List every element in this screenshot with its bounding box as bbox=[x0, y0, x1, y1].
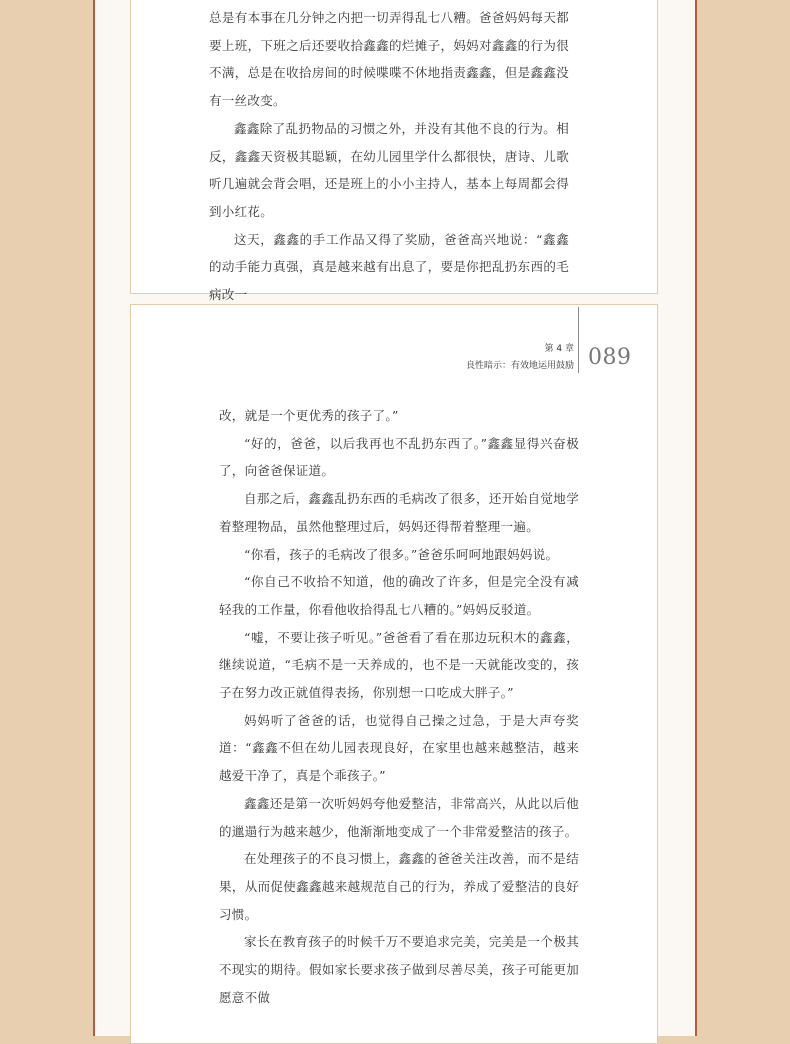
paragraph: 自那之后，鑫鑫乱扔东西的毛病改了很多，还开始自觉地学着整理物品，虽然他整理过后，妈妈还得帮着整理一遍。 bbox=[219, 491, 579, 534]
paragraph: 这天，鑫鑫的手工作品又得了奖励，爸爸高兴地说：“鑫鑫的动手能力真强，真是越来越有出息了，要是你把乱扔东西的毛病改一 bbox=[209, 231, 569, 303]
paragraph: 改，就是一个更优秀的孩子了。” bbox=[219, 408, 399, 423]
paragraph: 总是有本事在几分钟之内把一切弄得乱七八糟。爸爸妈妈每天都要上班，下班之后还要收拾鑫鑫的烂摊子，妈妈对鑫鑫的行为很不满，总是在收拾房间的时候喋喋不休地指责鑫鑫，但是鑫鑫没有一丝改变。 bbox=[209, 10, 569, 109]
running-header bbox=[466, 341, 574, 375]
paragraph: “你看，孩子的毛病改了很多。”爸爸乐呵呵地跟妈妈说。 bbox=[244, 546, 559, 562]
paragraph: “你自己不收拾不知道，他的确改了许多，但是完全没有减轻我的工作量，你看他收拾得乱七八糟的。”妈妈反驳道。 bbox=[219, 574, 579, 617]
chapter-number: 第 4 章 bbox=[544, 344, 574, 354]
paragraph: “好的，爸爸，以后我再也不乱扔东西了。”鑫鑫显得兴奋极了，向爸爸保证道。 bbox=[219, 435, 579, 479]
paragraph: 鑫鑫除了乱扔物品的习惯之外，并没有其他不良的行为。相反，鑫鑫天资极其聪颖，在幼儿园里学什么都很快，唐诗、儿歌听几遍就会背会唱，还是班上的小小主持人，基本上每周都会得到小红花。 bbox=[209, 120, 569, 219]
paragraph: 妈妈听了爸爸的话，也觉得自己操之过急，于是大声夸奖道：“鑫鑫不但在幼儿园表现良好，在家里也越来越整洁，越来越爱干净了，真是个乖孩子。” bbox=[219, 712, 579, 784]
paragraph: 在处理孩子的不良习惯上，鑫鑫的爸爸关注改善，而不是结果，从而促使鑫鑫越来越规范自己的行为，养成了爱整洁的良好习惯。 bbox=[219, 851, 579, 922]
paragraph: “嘘，不要让孩子听见。”爸爸看了看在那边玩积木的鑫鑫，继续说道，“毛病不是一天养成的，也不是一天就能改变的，孩子在努力改正就值得表扬，你别想一口吃成大胖子。” bbox=[219, 629, 579, 701]
paragraph: 鑫鑫还是第一次听妈妈夸他爱整洁，非常高兴，从此以后他的邋遢行为越来越少，他渐渐地变成了一个非常爱整洁的孩子。 bbox=[219, 795, 579, 839]
page-number: 089 bbox=[588, 345, 632, 370]
page-bottom-body bbox=[219, 402, 579, 1011]
header-divider bbox=[578, 307, 579, 373]
chapter-title: 良性暗示：有效地运用鼓励 bbox=[465, 361, 574, 371]
page-top-body bbox=[209, 4, 569, 309]
paragraph: 家长在教育孩子的时候千万不要追求完美，完美是一个极其不现实的期待。假如家长要求孩子做到尽善尽美，孩子可能更加愿意不做 bbox=[219, 934, 579, 1005]
